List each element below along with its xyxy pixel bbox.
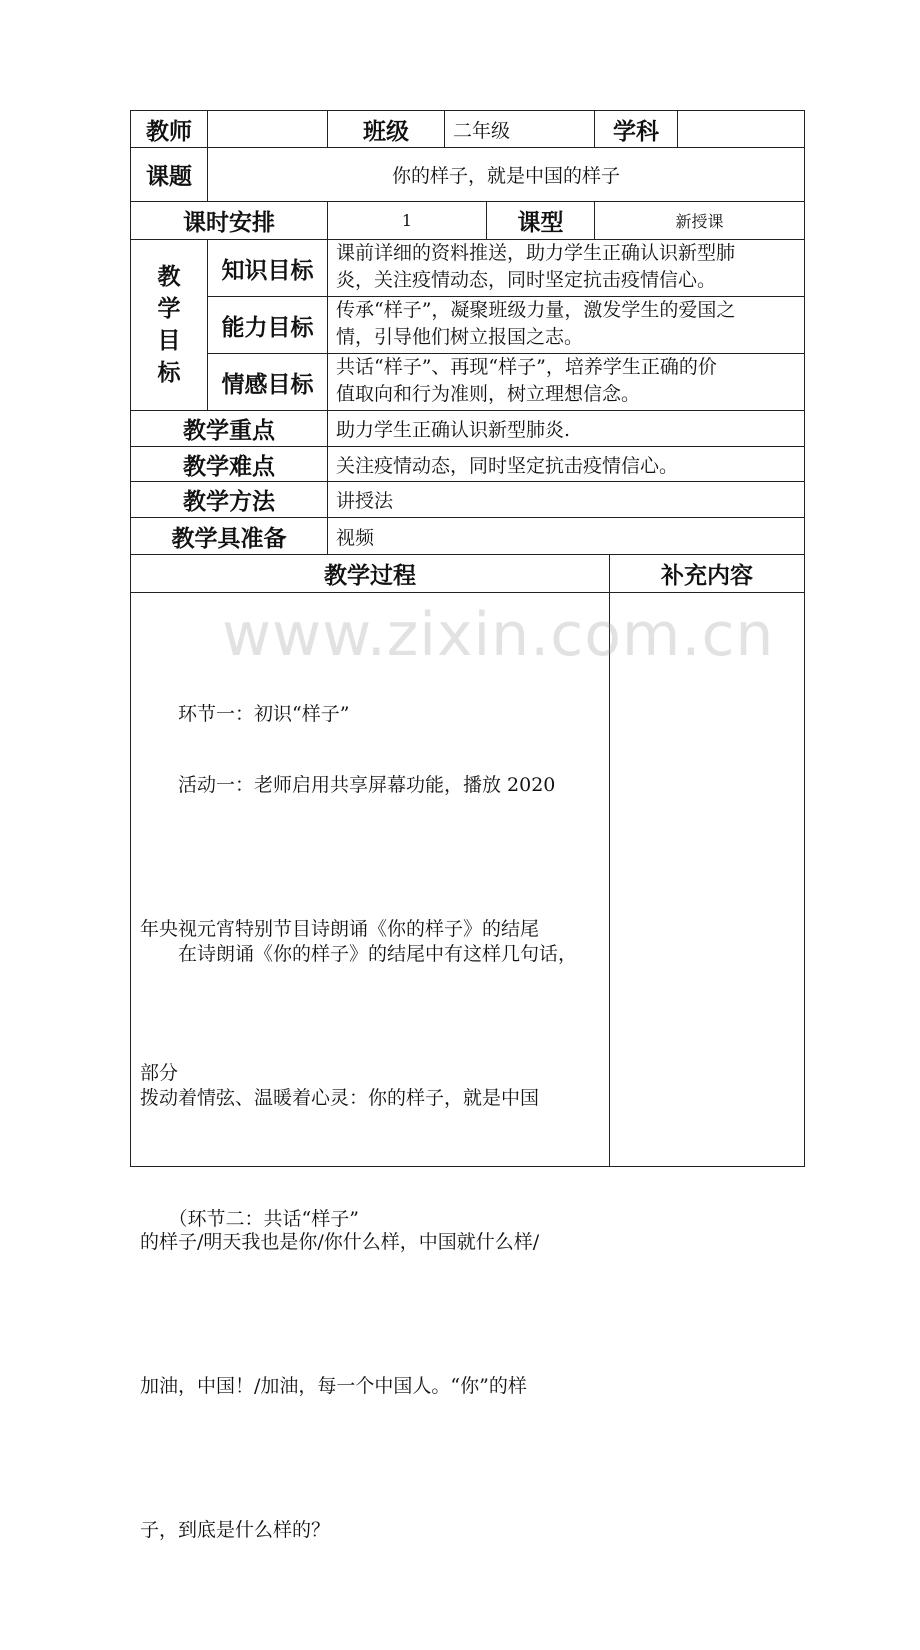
materials-value: 视频 [336, 526, 375, 549]
process-line: 的样子/明天我也是你/你什么样，中国就什么样/ [140, 1231, 540, 1253]
goal-line: 情，引导他们树立报国之志。 [336, 326, 584, 348]
ability-goal-text [328, 297, 804, 353]
knowledge-goal-label: 知识目标 [221, 257, 314, 284]
process-line: 加油，中国！/加油，每一个中国人。“你”的样 [140, 1375, 527, 1397]
topic-label: 课题 [146, 164, 192, 190]
subject-label: 学科 [613, 118, 659, 145]
lesson-type-label: 课型 [517, 210, 564, 236]
emotion-goal-text [328, 354, 804, 410]
process-line: 部分 [140, 1062, 179, 1084]
process-header: 教学过程 [324, 563, 416, 589]
table-border [130, 592, 805, 593]
subject-value [678, 111, 804, 147]
key-points-value: 助力学生正确认识新型肺炎. [336, 419, 571, 441]
table-border [804, 110, 805, 1167]
watermark: www.zixin.com.cn [222, 600, 775, 670]
supplement-header: 补充内容 [661, 563, 753, 589]
process-line: 拨动着情弦、温暖着心灵：你的样子，就是中国 [140, 1087, 540, 1109]
method-label: 教学方法 [183, 489, 275, 515]
teacher-value [208, 111, 327, 147]
goal-line: 值取向和行为准则，树立理想信念。 [336, 383, 641, 405]
process-line: 活动一：老师启用共享屏幕功能，播放 2020 [140, 774, 556, 796]
process-line: 环节一：初识“样子” [140, 703, 350, 725]
process-line: 子，到底是什么样的？ [140, 1519, 331, 1541]
difficulties-label: 教学难点 [183, 453, 275, 480]
process-paragraph [140, 1099, 610, 1339]
schedule-label: 课时安排 [183, 210, 275, 236]
key-points-label: 教学重点 [183, 418, 275, 444]
goal-line: 炎，关注疫情动态，同时坚定抗击疫情信心。 [336, 269, 717, 291]
process-line: （环节二：共话“样子” [140, 1208, 359, 1230]
topic-value: 你的样子，就是中国的样子 [391, 165, 620, 187]
difficulties-value: 关注疫情动态，同时坚定抗击疫情信心。 [336, 454, 679, 477]
knowledge-goal-text [328, 240, 804, 296]
process-line: 年央视元宵特别节目诗朗诵《你的样子》的结尾 [140, 918, 540, 940]
ability-goal-label: 能力目标 [221, 314, 314, 341]
goals-label-char: 目 [157, 328, 181, 354]
goals-label-char: 标 [157, 360, 181, 386]
emotion-goal-label: 情感目标 [221, 371, 314, 398]
method-value: 讲授法 [336, 490, 394, 512]
teaching-goals-label [131, 240, 207, 410]
goal-line: 共话“样子”、再现“样子”，培养学生正确的价 [336, 356, 717, 378]
materials-label: 教学具准备 [171, 525, 287, 552]
goals-label-char: 教 [157, 264, 181, 290]
class-label: 班级 [363, 118, 409, 145]
goals-label-char: 学 [157, 296, 181, 322]
goal-line: 课前详细的资料推送，助力学生正确认识新型肺 [336, 242, 736, 264]
teacher-label: 教师 [146, 118, 192, 145]
class-value: 二年级 [453, 119, 511, 142]
lesson-type-value: 新授课 [675, 212, 724, 231]
goal-line: 传承“样子”，凝聚班级力量，激发学生的爱国之 [336, 299, 736, 321]
process-line: 在诗朗诵《你的样子》的结尾中有这样几句话， [140, 943, 578, 965]
schedule-value: 1 [401, 211, 413, 230]
